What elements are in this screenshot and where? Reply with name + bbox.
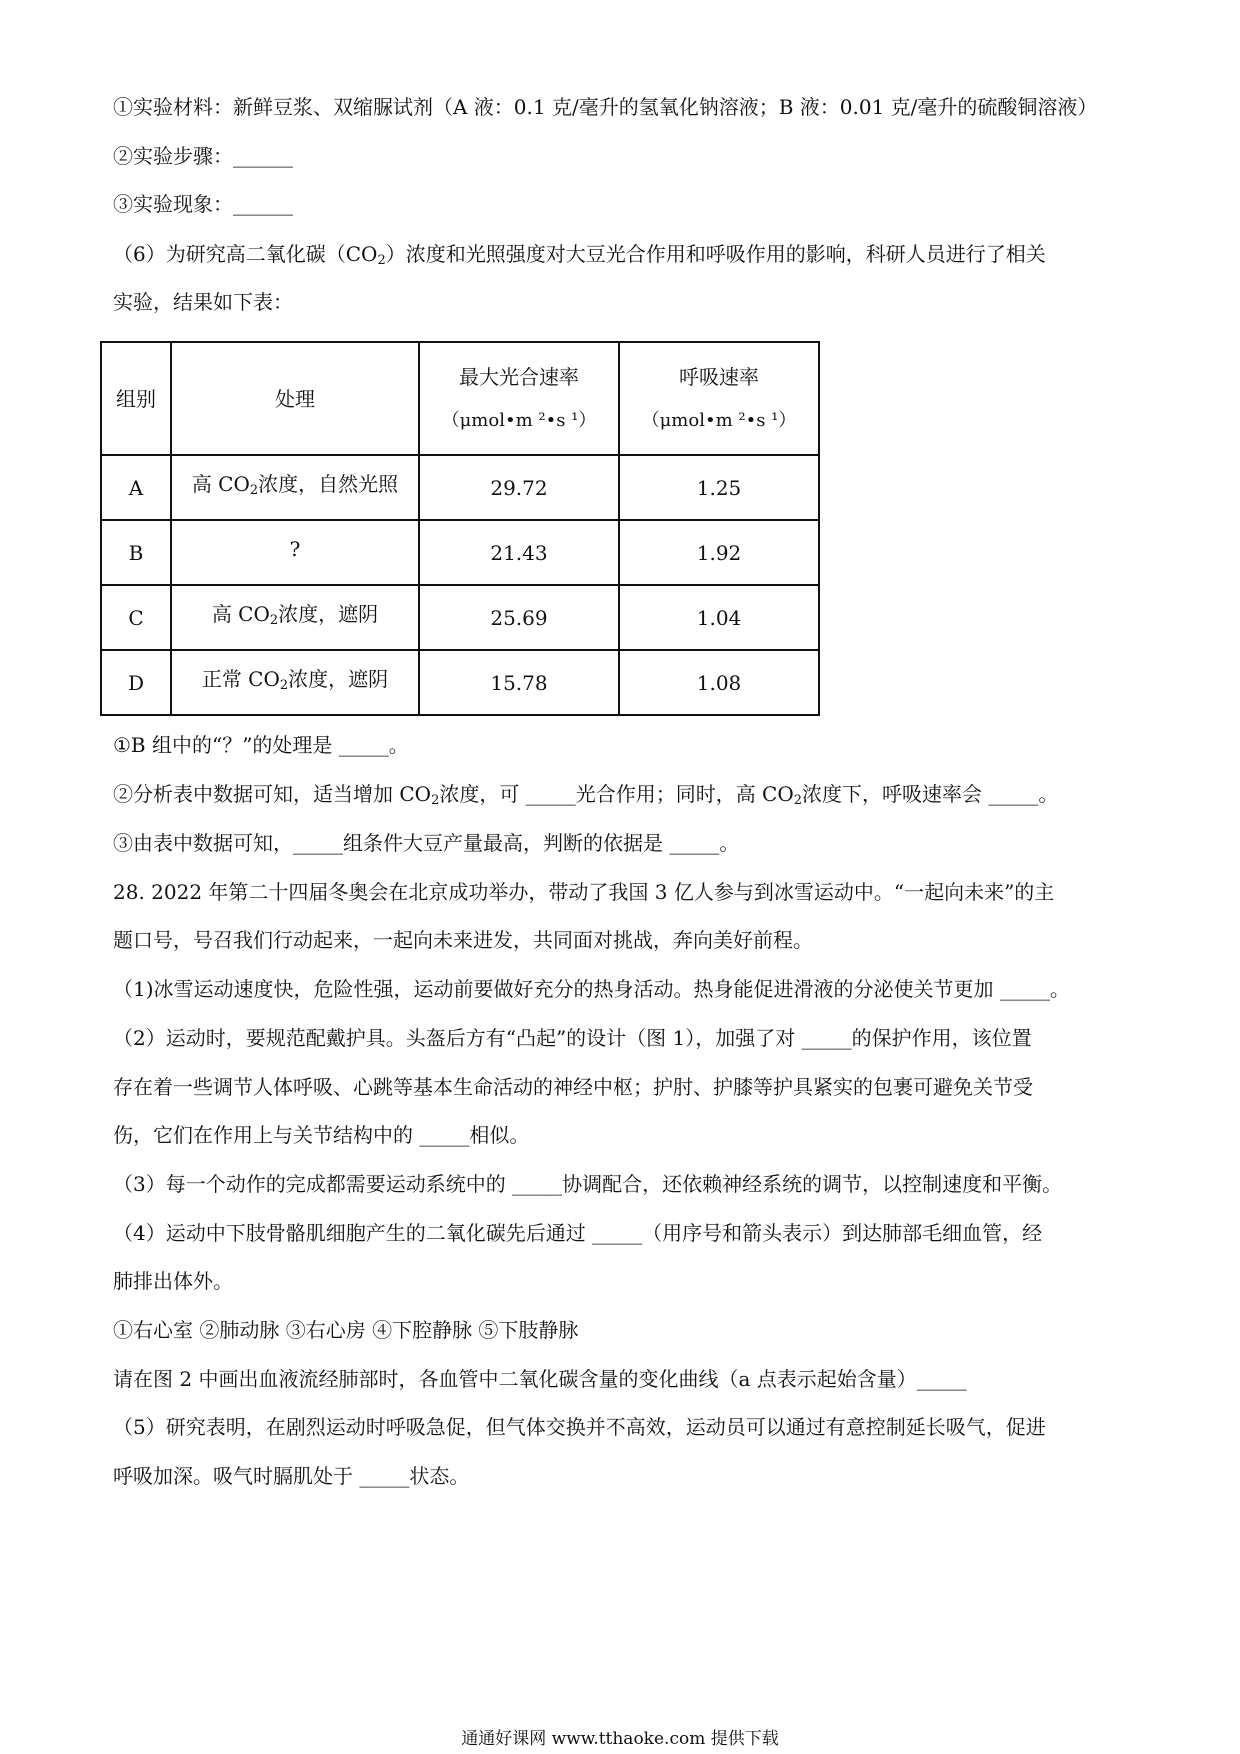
cell-group: D — [101, 650, 171, 715]
question-28-2-cont2: 伤，它们在作用上与关节结构中的 _____相似。 — [113, 1123, 530, 1147]
question-6-intro: （6）为研究高二氧化碳$(CO_2)$浓度和光照强度对大豆光合作用和呼吸作用的影响，科研人员进行了相关 — [113, 242, 1046, 268]
header-group: 组别 — [101, 342, 171, 455]
results-table — [100, 341, 820, 716]
cell-respiration: 1.04 — [619, 585, 819, 650]
cell-treatment: ? — [171, 520, 419, 585]
question-28-4-options: ①右心室 ②肺动脉 ③右心房 ④下腔静脉 ⑤下肢静脉 — [113, 1318, 579, 1342]
cell-photosynthesis: 15.78 — [419, 650, 619, 715]
table-row — [101, 520, 819, 585]
question-28-1: （1)冰雪运动速度快，危险性强，运动前要做好充分的热身活动。热身能促进滑液的分泌使关节更加 _____。 — [113, 977, 1070, 1001]
table-row — [101, 585, 819, 650]
cell-photosynthesis: 29.72 — [419, 455, 619, 520]
question-28-5: （5）研究表明，在剧烈运动时呼吸急促，但气体交换并不高效，运动员可以通过有意控制延长吸气，促进 — [113, 1415, 1046, 1439]
question-6-intro-cont: 实验，结果如下表： — [113, 290, 293, 314]
table-row — [101, 650, 819, 715]
page-footer: 通通好课网 www.tthaoke.com 提供下载 — [461, 1729, 779, 1749]
cell-photosynthesis: 21.43 — [419, 520, 619, 585]
phenomenon-line: ③实验现象：______ — [113, 192, 293, 216]
table-row — [101, 455, 819, 520]
question-6-2: ②分析表中数据可知，适当增加 $CO_2$浓度，可 _____光合作用；同时，高 $CO_2$浓度下，呼吸速率会 _____。 — [113, 782, 1059, 808]
cell-respiration: 1.25 — [619, 455, 819, 520]
cell-treatment: 高 $CO_2$浓度，遮阴 — [171, 585, 419, 650]
cell-group: B — [101, 520, 171, 585]
question-28-4: （4）运动中下肢骨骼肌细胞产生的二氧化碳先后通过 _____（用序号和箭头表示）到达肺部毛细血管，经 — [113, 1221, 1043, 1245]
materials-line: ①实验材料：新鲜豆浆、双缩脲试剂（A 液：0.1 克/毫升的氢氧化钠溶液；B 液：0.01 克/毫升的硫酸铜溶液） — [113, 95, 1098, 119]
cell-group: A — [101, 455, 171, 520]
header-treatment: 处理 — [171, 342, 419, 455]
cell-treatment: 正常 $CO_2$浓度，遮阴 — [171, 650, 419, 715]
question-28-intro-cont: 题口号，号召我们行动起来，一起向未来进发，共同面对挑战，奔向美好前程。 — [113, 928, 813, 952]
cell-photosynthesis: 25.69 — [419, 585, 619, 650]
table-header-row — [101, 342, 819, 455]
steps-line: ②实验步骤：______ — [113, 144, 293, 168]
cell-treatment: 高 $CO_2$浓度，自然光照 — [171, 455, 419, 520]
cell-respiration: 1.08 — [619, 650, 819, 715]
question-6-3: ③由表中数据可知，_____组条件大豆产量最高，判断的依据是 _____。 — [113, 831, 740, 855]
header-respiration: 呼吸速率 （μmol•m ²•s ¹） — [619, 342, 819, 455]
question-6-1: ①B 组中的“？”的处理是 _____。 — [113, 733, 409, 757]
cell-respiration: 1.92 — [619, 520, 819, 585]
question-28-5-cont: 呼吸加深。吸气时膈肌处于 _____状态。 — [113, 1464, 470, 1488]
question-28-2-cont: 存在着一些调节人体呼吸、心跳等基本生命活动的神经中枢；护肘、护膝等护具紧实的包裹可避免关节受 — [113, 1075, 1033, 1099]
question-28-4-drawing: 请在图 2 中画出血液流经肺部时，各血管中二氧化碳含量的变化曲线（a 点表示起始含量）_____ — [113, 1367, 967, 1391]
question-28-3: （3）每一个动作的完成都需要运动系统中的 _____协调配合，还依赖神经系统的调节，以控制速度和平衡。 — [113, 1172, 1063, 1196]
header-photosynthesis: 最大光合速率 （μmol•m ²•s ¹） — [419, 342, 619, 455]
question-28-2: （2）运动时，要规范配戴护具。头盔后方有“凸起”的设计（图 1），加强了对 _____的保护作用，该位置 — [113, 1026, 1032, 1050]
question-28-intro: 28. 2022 年第二十四届冬奥会在北京成功举办，带动了我国 3 亿人参与到冰雪运动中。“一起向未来”的主 — [113, 880, 1055, 904]
question-28-4-cont: 肺排出体外。 — [113, 1269, 233, 1293]
cell-group: C — [101, 585, 171, 650]
